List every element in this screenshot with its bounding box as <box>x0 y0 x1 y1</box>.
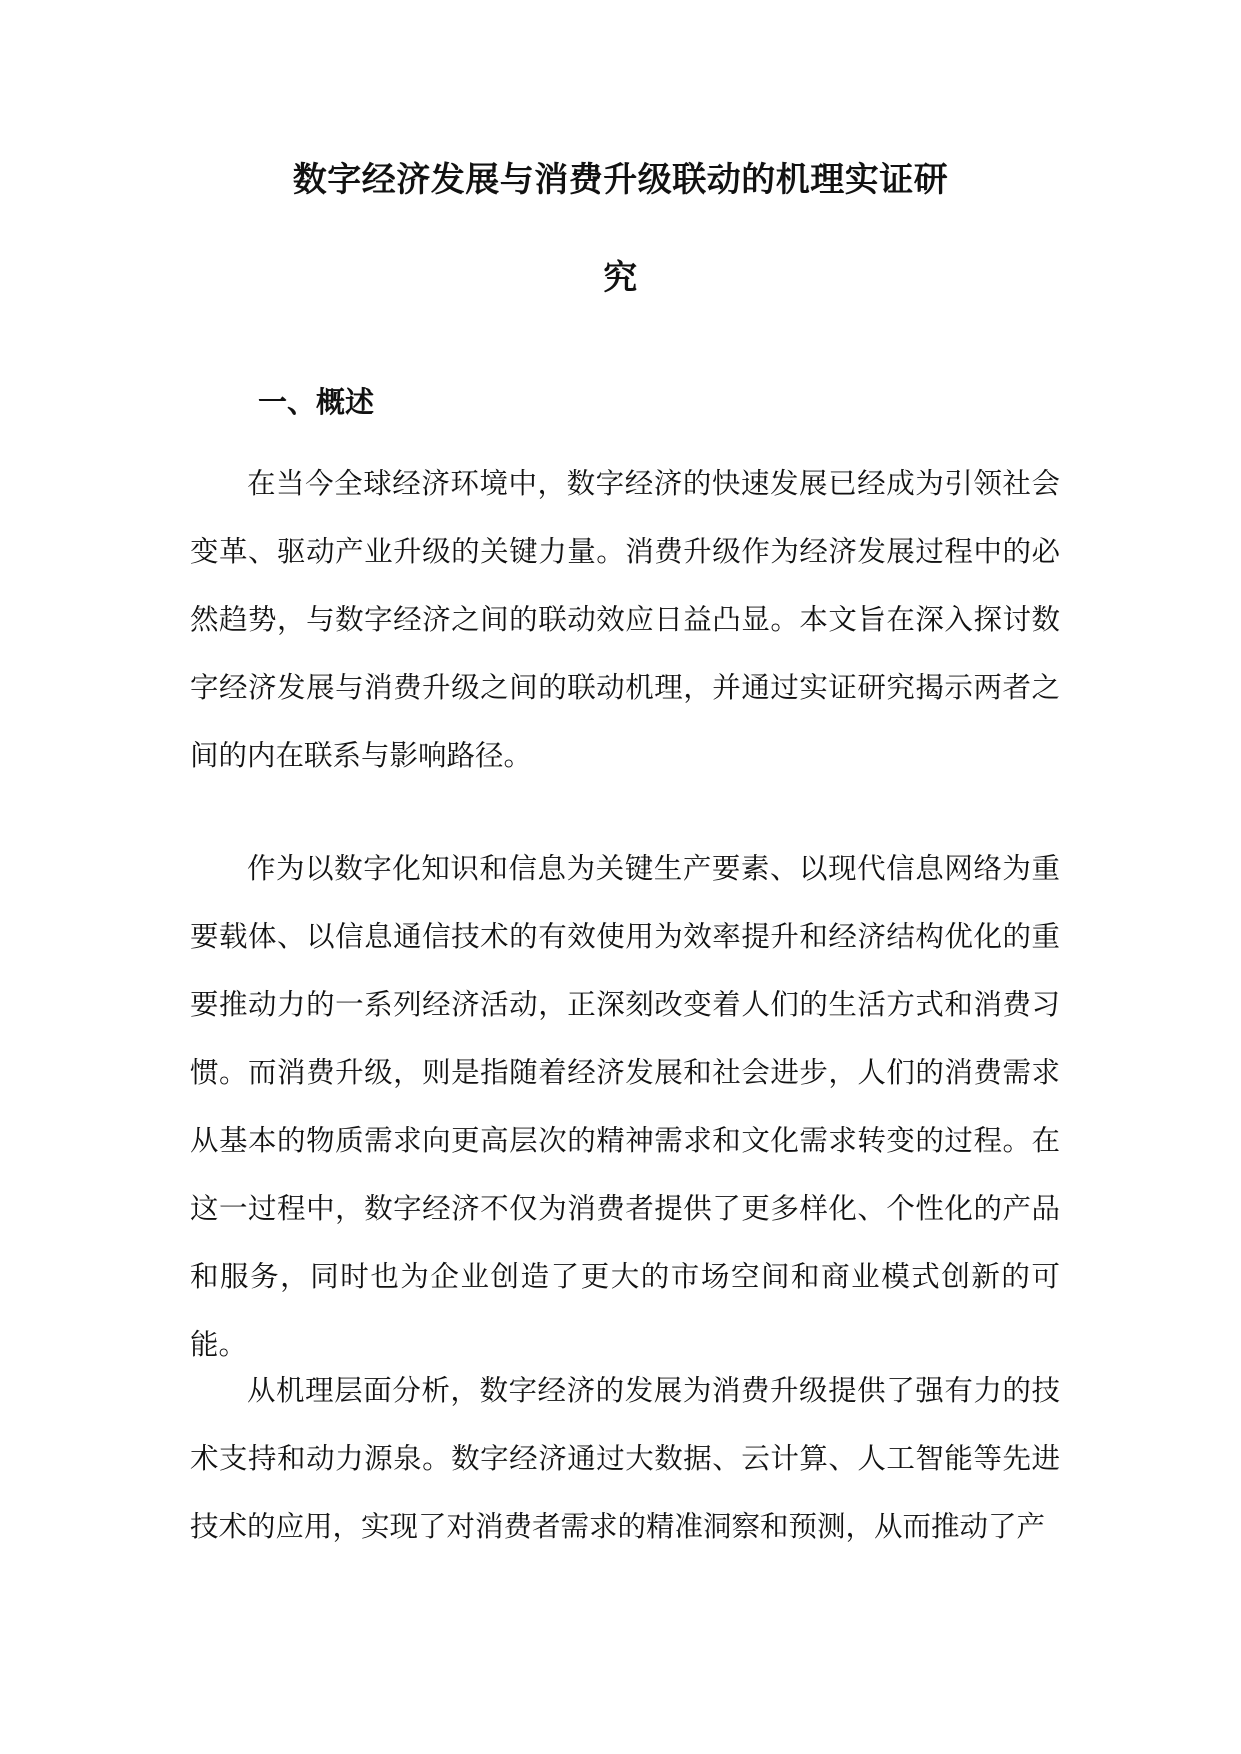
paragraph-3: 从机理层面分析，数字经济的发展为消费升级提供了强有力的技术支持和动力源泉。数字经济通过大数据、云计算、人工智能等先进技术的应用，实现了对消费者需求的精准洞察和预测，从而推动了产 <box>190 1374 1060 1543</box>
paragraph-1: 在当今全球经济环境中，数字经济的快速发展已经成为引领社会变革、驱动产业升级的关键力量。消费升级作为经济发展过程中的必然趋势，与数字经济之间的联动效应日益凸显。本文旨在深入探讨数字经济发展与消费升级之间的联动机理，并通过实证研究揭示两者之间的内在联系与影响路径。 <box>190 467 1060 772</box>
paragraph-2: 作为以数字化知识和信息为关键生产要素、以现代信息网络为重要载体、以信息通信技术的有效使用为效率提升和经济结构优化的重要推动力的一系列经济活动，正深刻改变着人们的生活方式和消费习惯。而消费升级，则是指随着经济发展和社会进步，人们的消费需求从基本的物质需求向更高层次的精神需求和文化需求转变的过程。在这一过程中，数字经济不仅为消费者提供了更多样化、个性化的产品和服务，同时也为企业创造了更大的市场空间和商业模式创新的可能。 <box>190 852 1060 1361</box>
document-title-line-2: 究 <box>603 258 638 298</box>
document-title-line-1: 数字经济发展与消费升级联动的机理实证研 <box>292 160 949 200</box>
section-heading: 一、概述 <box>258 385 375 419</box>
